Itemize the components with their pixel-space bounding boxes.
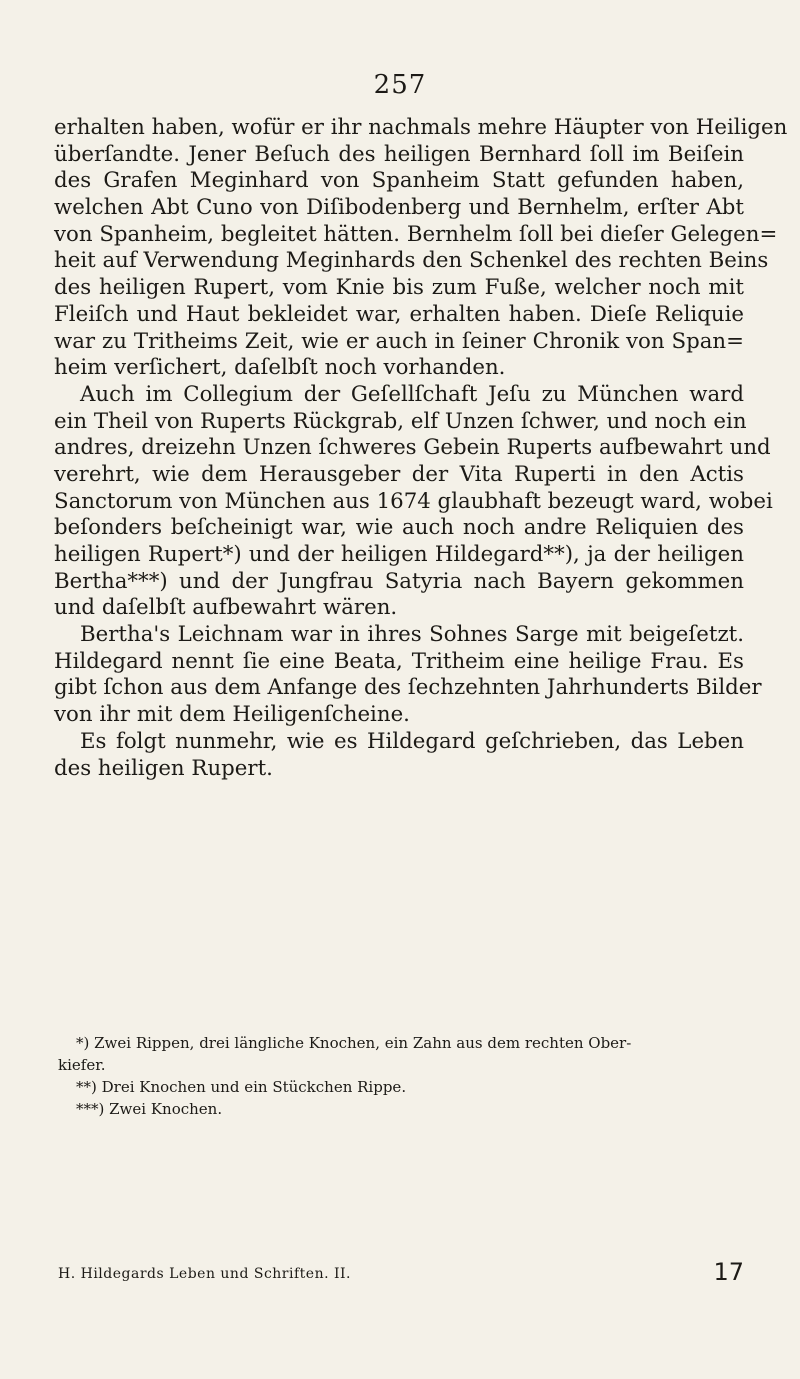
page-footer	[58, 1258, 744, 1288]
sheet-number: 17	[713, 1258, 744, 1286]
text-line: beſonders beſcheinigt war, wie auch noch andre Reliquien des	[54, 515, 744, 541]
text-line: heim verſichert, daſelbſt noch vorhanden.	[54, 355, 506, 381]
text-line: des Grafen Meginhard von Spanheim Statt gefunden haben,	[54, 168, 744, 194]
footnote-line: *) Zwei Rippen, drei längliche Knochen, ein Zahn aus dem rechten Ober-	[76, 1034, 632, 1052]
text-line: welchen Abt Cuno von Diſibodenberg und Bernhelm, erſter Abt	[54, 195, 744, 221]
text-line: des heiligen Rupert.	[54, 755, 273, 781]
text-line: Bertha's Leichnam war in ihres Sohnes Sarge mit beigeſetzt.	[80, 622, 744, 648]
text-line: Sanctorum von München aus 1674 glaubhaft bezeugt ward, wobei	[54, 488, 773, 514]
text-line: Hildegard nennt ſie eine Beata, Tritheim eine heilige Frau. Es	[54, 648, 744, 674]
text-line: war zu Tritheims Zeit, wie er auch in ſeiner Chronik von Span=	[54, 328, 744, 354]
printer-signature: H. Hildegards Leben und Schriften. II.	[58, 1266, 351, 1282]
text-line: ein Theil von Ruperts Rückgrab, elf Unzen ſchwer, und noch ein	[54, 408, 747, 434]
text-line: verehrt, wie dem Herausgeber der Vita Ruperti in den Actis	[54, 461, 744, 487]
text-line: und daſelbſt aufbewahrt wären.	[54, 595, 398, 621]
text-line: heit auf Verwendung Meginhards den Schenkel des rechten Beins	[54, 248, 769, 274]
text-line: von Spanheim, begleitet hätten. Bernhelm ſoll bei dieſer Gelegen=	[54, 221, 778, 247]
text-line: heiligen Rupert*) und der heiligen Hildegard**), ja der heiligen	[54, 542, 744, 567]
body-text	[54, 115, 788, 782]
text-line: erhalten haben, wofür er ihr nachmals mehre Häupter von Heiligen	[54, 115, 788, 140]
footnote-line: kiefer.	[58, 1056, 106, 1074]
page-number: 257	[373, 70, 427, 100]
text-line: Bertha***) und der Jungfrau Satyria nach Bayern gekommen	[54, 568, 744, 594]
footnote-line: **) Drei Knochen und ein Stückchen Rippe.	[76, 1078, 407, 1096]
footnote-line: ***) Zwei Knochen.	[76, 1100, 223, 1118]
text-line: gibt ſchon aus dem Anfange des ſechzehnten Jahrhunderts Bilder	[54, 675, 762, 701]
footnotes	[58, 1032, 744, 1120]
text-line: Es folgt nunmehr, wie es Hildegard geſchrieben, das Leben	[80, 728, 744, 754]
text-line: überſandte. Jener Beſuch des heiligen Bernhard ſoll im Beiſein	[54, 141, 744, 167]
text-line: Auch im Collegium der Geſellſchaft Jeſu zu München ward	[80, 381, 744, 407]
text-line: Fleiſch und Haut bekleidet war, erhalten haben. Dieſe Reliquie	[54, 301, 744, 327]
text-line: von ihr mit dem Heiligenſcheine.	[54, 702, 410, 728]
text-line: andres, dreizehn Unzen ſchweres Gebein Ruperts aufbewahrt und	[54, 435, 771, 461]
text-line: des heiligen Rupert, vom Knie bis zum Fuße, welcher noch mit	[54, 275, 744, 301]
